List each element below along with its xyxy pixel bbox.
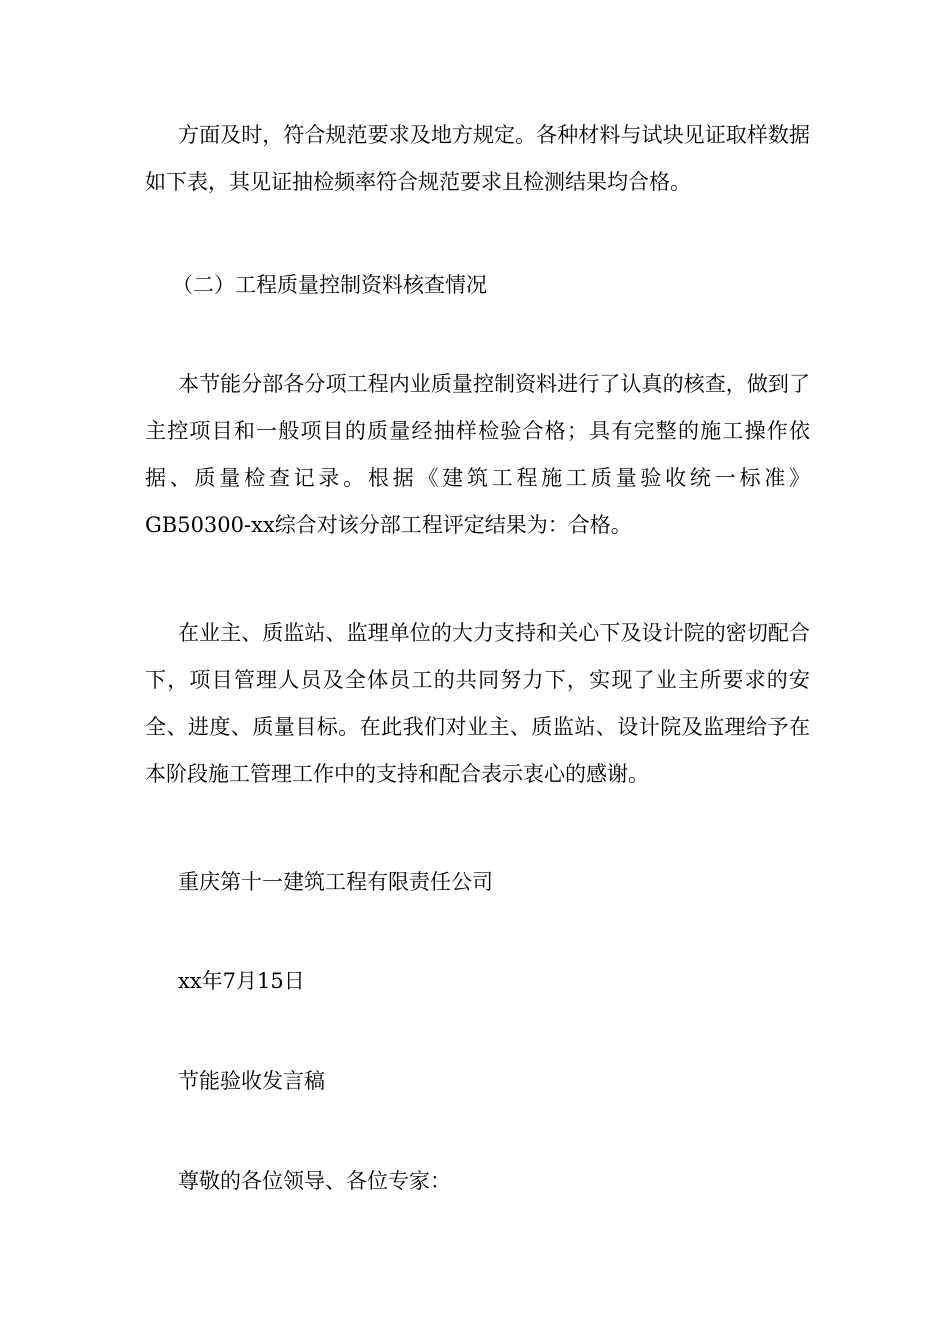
paragraph-quality-review: 本节能分部各分项工程内业质量控制资料进行了认真的核查，做到了主控项目和一般项目的质量经抽样检验合格；具有完整的施工操作依据、质量检查记录。根据《建筑工程施工质量验收统一标准》GB50300-xx综合对该分部工程评定结果为：合格。 xyxy=(145,372,810,537)
paragraph-materials-sampling: 方面及时，符合规范要求及地方规定。各种材料与试块见证取样数据如下表，其见证抽检频率符合规范要求且检测结果均合格。 xyxy=(145,123,810,194)
salutation: 尊敬的各位领导、各位专家： xyxy=(178,1169,451,1193)
paragraph-acknowledgement: 在业主、质监站、监理单位的大力支持和关心下及设计院的密切配合下，项目管理人员及全体员工的共同努力下，实现了业主所要求的安全、进度、质量目标。在此我们对业主、质监站、设计院及监理给予在本阶段施工管理工作中的支持和配合表示衷心的感谢。 xyxy=(145,621,810,786)
speech-title: 节能验收发言稿 xyxy=(178,1069,325,1093)
document-date: xx年7月15日 xyxy=(178,969,305,993)
company-name: 重庆第十一建筑工程有限责任公司 xyxy=(178,870,493,894)
section-heading-quality-control: （二）工程质量控制资料核查情况 xyxy=(172,273,487,297)
